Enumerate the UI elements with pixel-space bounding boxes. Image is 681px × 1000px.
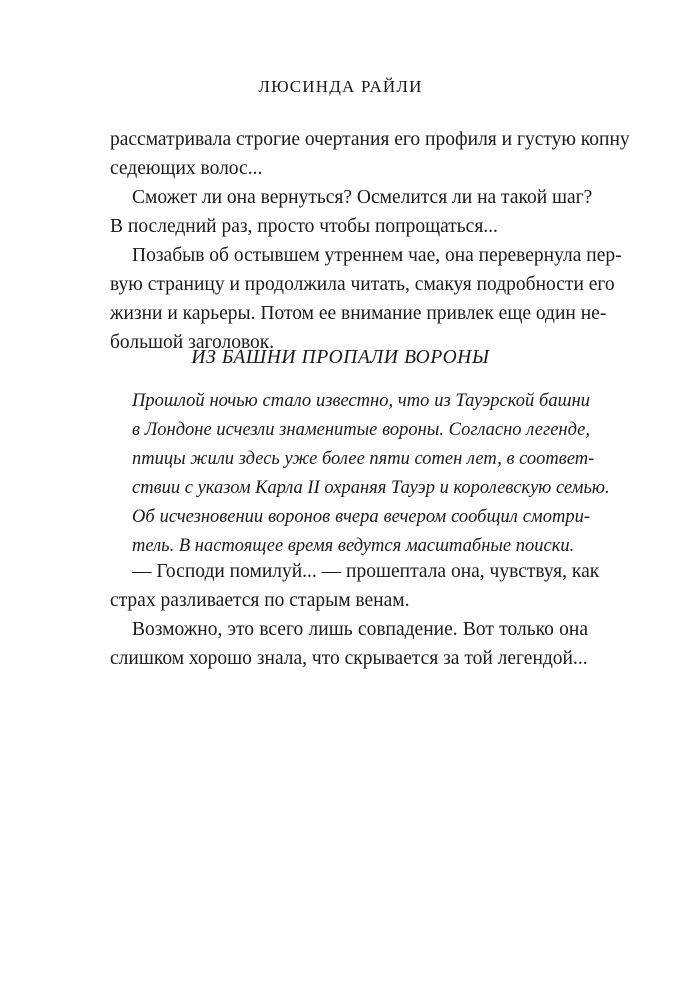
text-line: седеющих волос...	[110, 158, 263, 179]
article-line: ствии с указом Карла II охраняя Тауэр и королевскую семью.	[132, 478, 610, 498]
text-line: В последний раз, просто чтобы попрощаться...	[110, 216, 498, 237]
article-line: в Лондоне исчезли знаменитые вороны. Согласно легенде,	[132, 420, 590, 440]
article-line: Прошлой ночью стало известно, что из Тауэрской башни	[132, 391, 590, 411]
article-quote	[132, 387, 610, 561]
article-heading: ИЗ БАШНИ ПРОПАЛИ ВОРОНЫ	[191, 347, 490, 368]
article-line: Об исчезновении воронов вчера вечером сообщил смотри-	[132, 507, 590, 527]
text-line: жизни и карьеры. Потом ее внимание привлек еще один не-	[110, 303, 607, 324]
text-line: Позабыв об остывшем утреннем чае, она перевернула пер-	[132, 245, 622, 266]
text-line: большой заголовок.	[110, 332, 275, 353]
text-line: слишком хорошо знала, что скрывается за той легендой...	[110, 648, 588, 669]
text-line: Возможно, это всего лишь совпадение. Вот только она	[132, 619, 588, 640]
text-line: — Господи помилуй... — прошептала она, чувствуя, как	[132, 561, 600, 582]
body-text-after	[110, 557, 600, 673]
text-line: страх разливается по старым венам.	[110, 590, 410, 611]
text-line: рассматривала строгие очертания его профиля и густую копну	[110, 129, 630, 150]
article-line: тель. В настоящее время ведутся масштабные поиски.	[132, 536, 575, 556]
article-line: птицы жили здесь уже более пяти сотен лет, в соответ-	[132, 449, 595, 469]
body-text-before	[110, 125, 630, 357]
text-line: Сможет ли она вернуться? Осмелится ли на такой шаг?	[132, 187, 593, 208]
running-head: ЛЮСИНДА РАЙЛИ	[258, 77, 423, 96]
text-line: вую страницу и продолжила читать, смакуя подробности его	[110, 274, 615, 295]
